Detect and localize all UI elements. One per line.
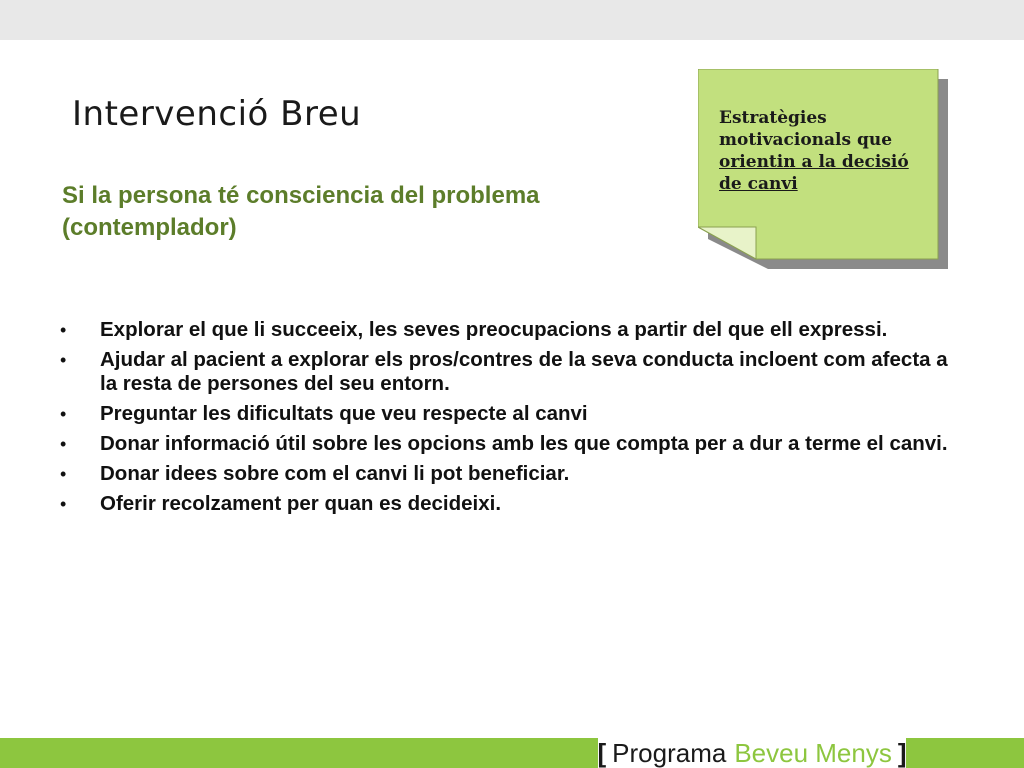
list-item: • Oferir recolzament per quan es decideixi. [60, 492, 502, 515]
footer-program-word: Programa [612, 738, 727, 768]
top-band [0, 0, 1024, 40]
list-item: • Ajudar al pacient a explorar els pros/contres de la seva conducta incloent com afecta a la resta de persones del seu entorn. [60, 348, 948, 395]
footer-program-name: Beveu Menys [734, 738, 892, 768]
list-item: • Explorar el que li succeeix, les seves preocupacions a partir del que ell expressi. [60, 318, 888, 341]
list-item: • Preguntar les dificultats que veu respecte al canvi [60, 402, 588, 425]
list-item: • Donar idees sobre com el canvi li pot beneficiar. [60, 462, 570, 485]
footer-bracket-open: [ [597, 738, 607, 768]
sticky-note-text: Estratègies motivacionals que orientin a la decisió de canvi [719, 108, 909, 194]
slide-subtitle: Si la persona té consciencia del problema (contemplador) [62, 182, 540, 241]
bullet-list [60, 318, 960, 522]
slide-title: Intervenció Breu [72, 94, 362, 134]
list-item: • Donar informació útil sobre les opcions amb les que compta per a dur a terme el canvi. [60, 432, 948, 455]
footer-bracket-close: ] [897, 738, 907, 768]
footer-program-label [598, 738, 906, 768]
sticky-note [698, 69, 958, 279]
